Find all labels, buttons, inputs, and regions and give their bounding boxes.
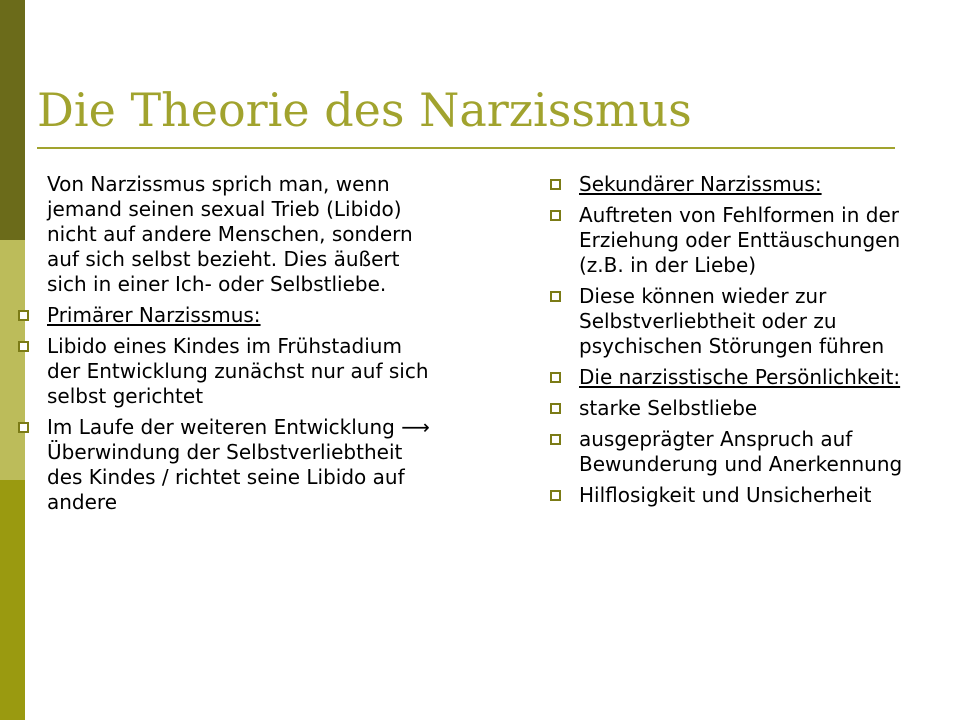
item-text: Von Narzissmus sprich man, wenn jemand seinen sexual Trieb (Libido) nicht auf andere Menschen, sondern auf sich selbst bezieht. Dies äußert sich in einer Ich- oder Selbstliebe. [47, 172, 413, 296]
square-bullet-icon [550, 490, 561, 501]
item-text: Libido eines Kindes im Frühstadium der Entwicklung zunächst nur auf sich selbst gerichtet [47, 334, 429, 408]
slide-title: Die Theorie des Narzissmus [37, 83, 692, 137]
list-item [548, 427, 928, 477]
square-bullet-icon [550, 210, 561, 221]
square-bullet-icon [550, 291, 561, 302]
title-underline [37, 147, 895, 149]
square-bullet-icon [18, 310, 29, 321]
square-bullet-icon [550, 403, 561, 414]
left-column [16, 172, 436, 521]
item-text: starke Selbstliebe [579, 396, 758, 420]
list-item [548, 365, 928, 390]
list-item [16, 172, 436, 297]
list-item [548, 203, 928, 278]
list-item [548, 172, 928, 197]
square-bullet-icon [550, 434, 561, 445]
item-text: Diese können wieder zur Selbstverliebtheit oder zu psychischen Störungen führen [579, 284, 885, 358]
item-text: Auftreten von Fehlformen in der Erziehung oder Enttäuschungen (z.B. in der Liebe) [579, 203, 901, 277]
square-bullet-icon [550, 179, 561, 190]
list-item [548, 284, 928, 359]
right-column [548, 172, 928, 514]
item-text: Hilflosigkeit und Unsicherheit [579, 483, 872, 507]
item-text: ausgeprägter Anspruch auf Bewunderung und Anerkennung [579, 427, 903, 476]
item-text: Im Laufe der weiteren Entwicklung ⟶ Überwindung der Selbstverliebtheit des Kindes / richtet seine Libido auf andere [47, 415, 430, 514]
item-text: Die narzisstische Persönlichkeit: [579, 365, 901, 389]
item-text: Primärer Narzissmus: [47, 303, 261, 327]
list-item [16, 415, 436, 515]
square-bullet-icon [550, 372, 561, 383]
item-text: Sekundärer Narzissmus: [579, 172, 822, 196]
list-item [548, 483, 928, 508]
list-item [16, 334, 436, 409]
square-bullet-icon [18, 341, 29, 352]
square-bullet-icon [18, 422, 29, 433]
list-item [16, 303, 436, 328]
list-item [548, 396, 928, 421]
